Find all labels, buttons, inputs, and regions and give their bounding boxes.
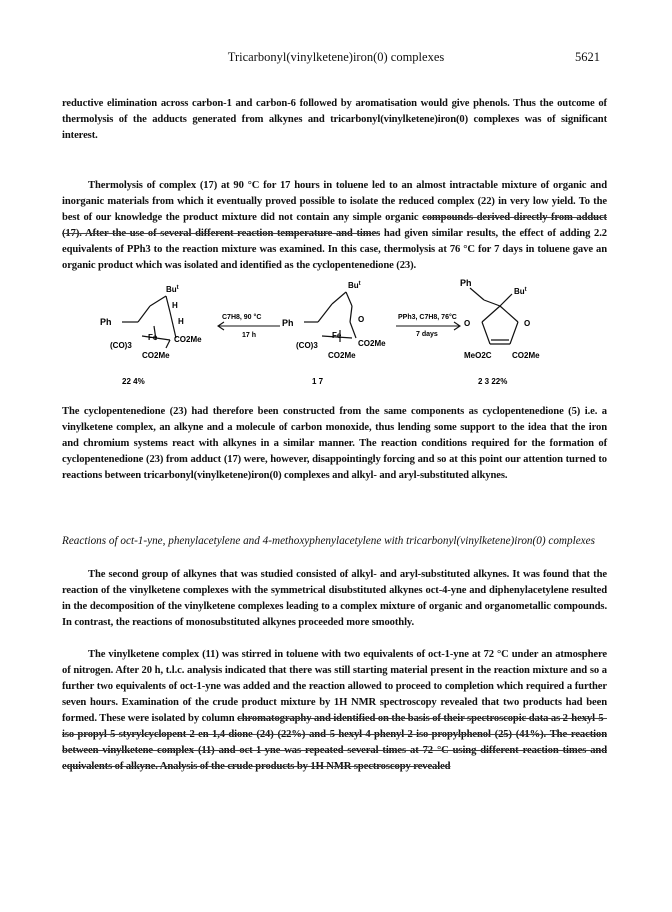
structure-23 bbox=[470, 288, 518, 344]
ph-label-middle: Ph bbox=[282, 318, 294, 328]
compound-label-23: 2 3 22% bbox=[478, 377, 508, 386]
h-label-left-2: H bbox=[178, 317, 184, 326]
reaction-scheme bbox=[100, 278, 570, 388]
arrow-left bbox=[218, 322, 280, 330]
meo2c-label: MeO2C bbox=[464, 351, 492, 360]
paragraph-1: reductive elimination across carbon-1 and carbon-6 followed by aromatisation would give phenols. Thus the outcome of thermolysis of the adducts generated from alkynes and tricarbonyl(vinylketene)iron(0) complexes was of significant interest. bbox=[62, 98, 607, 141]
co3-label-left: (CO)3 bbox=[110, 341, 132, 350]
running-title: Tricarbonyl(vinylketene)iron(0) complexes bbox=[227, 50, 445, 64]
paragraph-3: The cyclopentenedione (23) had therefore been constructed from the same components as cyclopentenedione (5) i.e. a vinylketene complex, an alkyne and a molecule of carbon monoxide, thus lending some support to the idea that the iron and chromium systems react with alkynes in a similar manner. The reaction conditions required for the formation of cyclopentenedione (23) from adduct (17) were, however, disappointingly forcing and so at this point our attention turned to reactions between tricarbonyl(vinylketene)iron(0) complexes and alkyl- and aryl-substituted alkynes. bbox=[62, 406, 607, 481]
paragraph-2 bbox=[62, 178, 607, 274]
compound-label-22: 22 4% bbox=[122, 377, 145, 386]
o-label-right-2: O bbox=[524, 319, 531, 328]
paragraph-5 bbox=[62, 647, 607, 775]
paragraph-2-part-c: had given similar results, the effect of adding 2.2 equivalents of PPh3 to the reaction mixture was examined. In this case, thermolysis at 76 °C for 7 days in toluene gave an organic product which was isolated and identified as the cyclopentenedione (23). bbox=[62, 228, 607, 271]
but-label-middle: Bu$^t$ bbox=[348, 281, 361, 290]
paragraph-5-part-a: The vinylketene complex (11) was stirred in toluene with two equivalents of oct-1-yne at 72 °C under an atmosphere of nitrogen. After 20 h, t.l.c. analysis indicated that there was still starting material present in the reaction mixture and so a further two equivalents of oct-1-yne was added and the reaction allowed to proceed to completion which required a further seven hours. Examination of the crude product mixture by 1H NMR spectroscopy revealed that two products had been formed. These were isolated by column bbox=[62, 649, 607, 724]
structure-17 bbox=[304, 292, 356, 342]
compound-label-17: 1 7 bbox=[312, 377, 324, 386]
paragraph-5-part-b: chromatography and identified on the basis of their spectroscopic data as 2-hexyl-5-iso-propyl-5-styrylcyclopent-2-en-1,4-dione (24) (22%) and 5-hexyl-4-phenyl-2-iso-propylphenol (25) (41%). The reaction between vinylketene complex (11) and oct-1-yne was repeated several times at 72 °C using different reaction times and equivalents of alkyne. Analysis of the crude products by 1H NMR spectroscopy revealed bbox=[62, 713, 607, 772]
o-label-right-1: O bbox=[464, 319, 471, 328]
paragraph-2-part-a: Thermolysis of complex (17) at 90 °C for 17 hours in toluene led to an almost intractable mixture of organic and inorganic materials from which it eventually proved possible to isolate the reduced complex (22) in very low yield. To the best of our knowledge the product mixture did not contain any simple organic bbox=[62, 180, 607, 223]
co2me-label-middle-1: CO2Me bbox=[358, 339, 386, 348]
arrow-left-bottom-label: 17 h bbox=[242, 332, 257, 339]
arrow-right-bottom-label: 7 days bbox=[416, 331, 438, 338]
ph-label-left: Ph bbox=[100, 317, 112, 327]
co2me-label-left-1: CO2Me bbox=[174, 335, 202, 344]
co2me-label-middle-2: CO2Me bbox=[328, 351, 356, 360]
section-subheading: Reactions of oct-1-yne, phenylacetylene and 4-methoxyphenylacetylene with tricarbonyl(vinylketene)iron(0) complexes bbox=[62, 535, 595, 547]
paragraph-4: The second group of alkynes that was studied consisted of alkyl- and aryl-substituted alkynes. It was found that the reaction of the vinylketene complexes with the symmetrical disubstituted alkynes oct-4-yne and diphenylacetylene resulted in the decomposition of the vinylketene complexes leading to a complex mixture of organic and organometallic compounds. In contrast, the reactions of monosubstituted alkynes proceeded more smoothly. bbox=[62, 569, 607, 628]
but-label-left: Bu$^t$ bbox=[166, 285, 179, 294]
arrow-right-top-label: PPh3, C7H8, 76°C bbox=[398, 314, 457, 321]
fe-label-middle: Fe bbox=[332, 331, 342, 340]
arrow-left-top-label: C7H8, 90 °C bbox=[222, 314, 262, 321]
co3-label-middle: (CO)3 bbox=[296, 341, 318, 350]
co2me-label-left-2: CO2Me bbox=[142, 351, 170, 360]
arrow-right bbox=[396, 322, 460, 330]
reaction-scheme-drawing bbox=[100, 278, 570, 388]
page-header bbox=[72, 50, 600, 66]
fe-label-left: Fe bbox=[148, 333, 158, 342]
o-label-middle: O bbox=[358, 315, 365, 324]
page-number: 5621 bbox=[575, 50, 600, 64]
ph-label-right: Ph bbox=[460, 278, 472, 288]
h-label-left-1: H bbox=[172, 301, 178, 310]
co2me-label-right: CO2Me bbox=[512, 351, 540, 360]
paragraph-2-part-b: compounds derived directly from adduct (17). After the use of several different reaction temperature and times bbox=[62, 212, 607, 239]
but-label-right: Bu$^t$ bbox=[514, 287, 527, 296]
